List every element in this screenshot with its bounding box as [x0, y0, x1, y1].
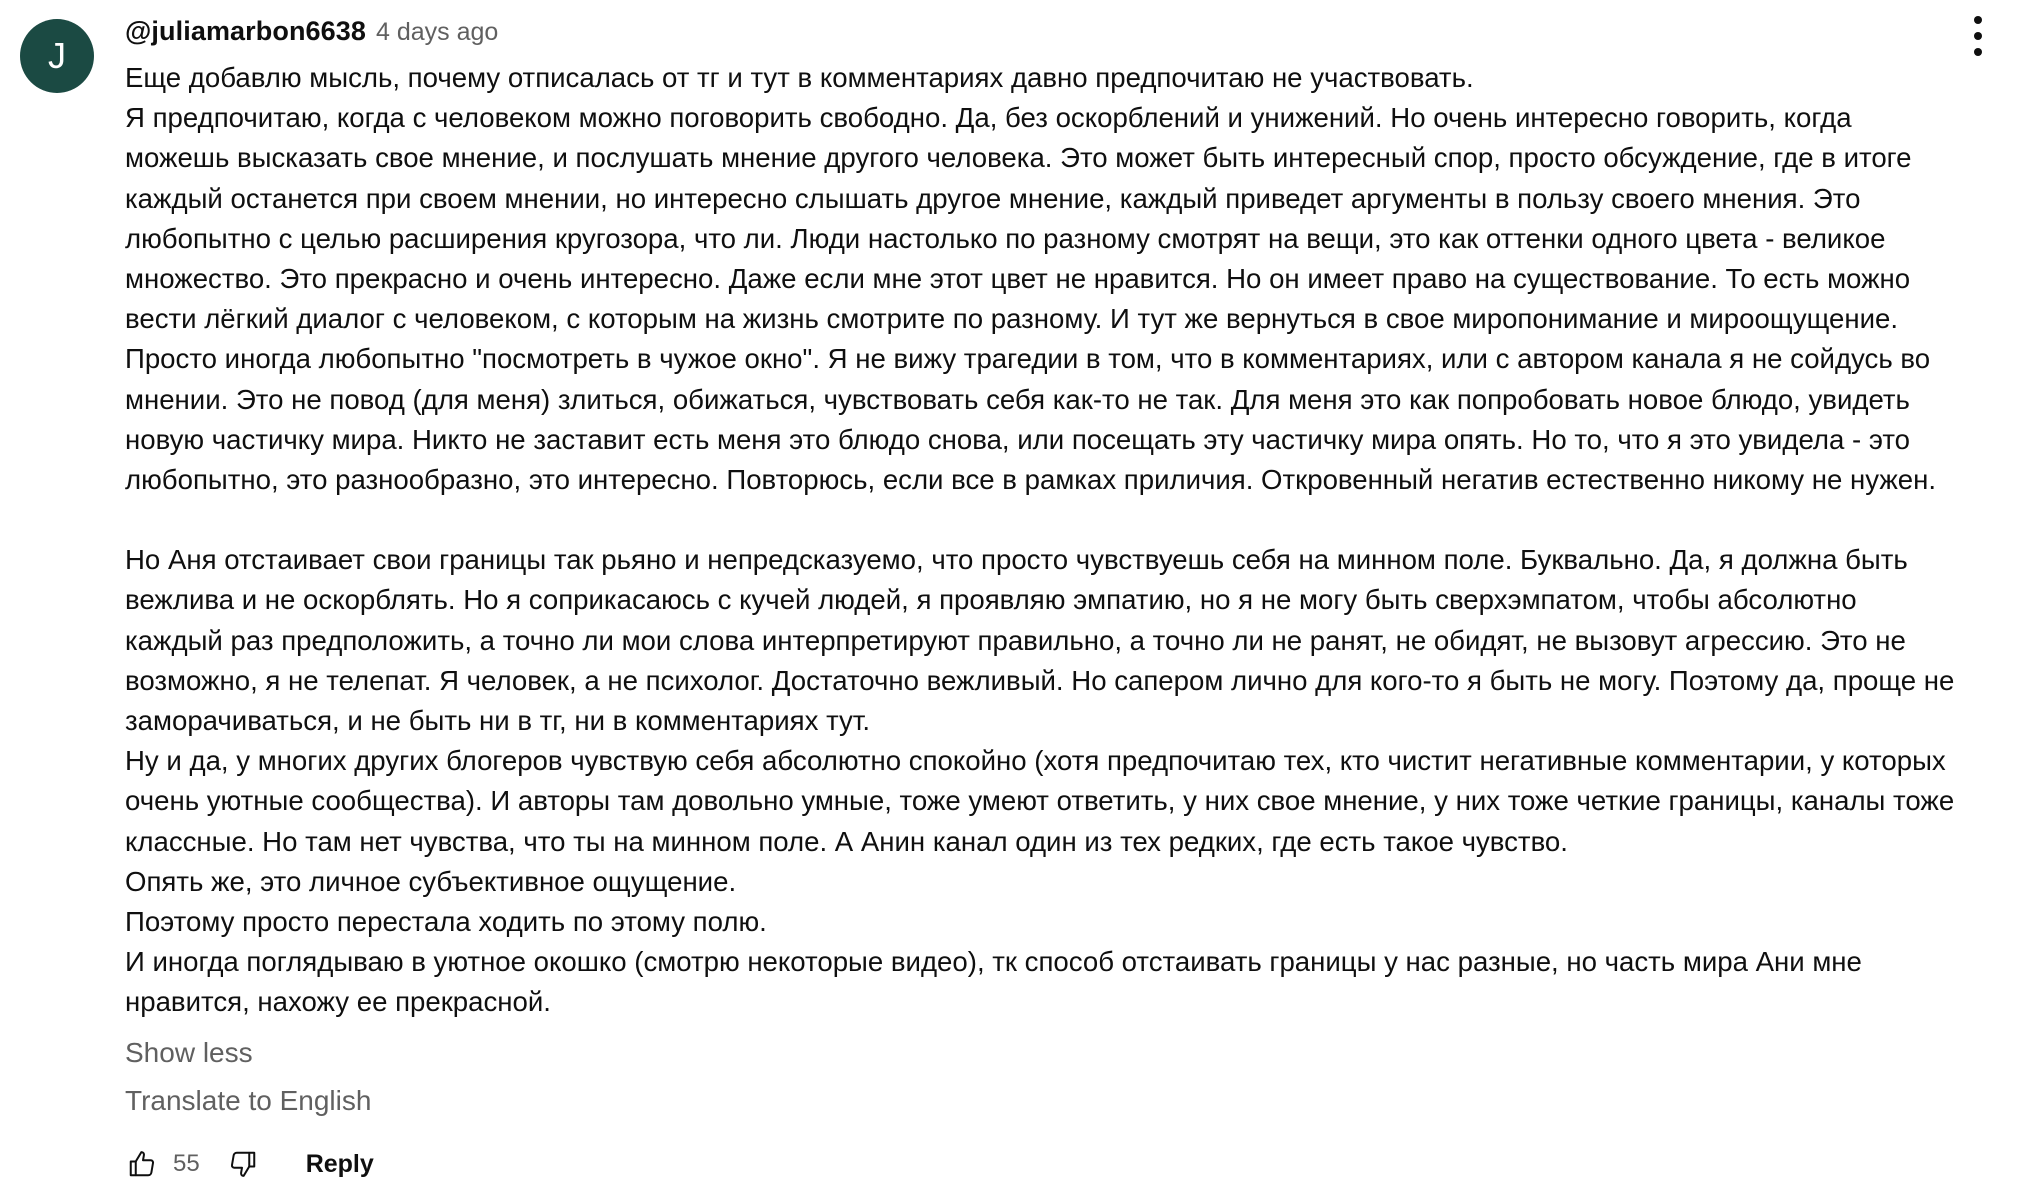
avatar[interactable] — [20, 19, 94, 93]
comment-line: любопытно с целью расширения кругозора, что ли. Люди настолько по разному смотрят на вещи, это как оттенки одного цвета - великое — [125, 222, 1886, 254]
more-vertical-icon[interactable] — [1966, 16, 1990, 56]
author-name[interactable]: @juliamarbon6638 — [125, 16, 367, 46]
translate-button[interactable]: Translate to English — [125, 1084, 372, 1116]
menu-dot — [1974, 32, 1982, 40]
thumbs-down-icon — [228, 1149, 258, 1179]
comment-line: любопытно, это разнообразно, это интересно. Повторюсь, если все в рамках приличия. Откровенный негатив естественно никому не нужен. — [125, 463, 1937, 495]
comment-actions — [125, 1144, 374, 1184]
comment-line: заморачиваться, и не быть ни в тг, ни в комментариях тут. — [125, 705, 871, 736]
paragraph-gap — [125, 500, 2025, 540]
comment-line: И иногда поглядываю в уютное окошко (смотрю некоторые видео), тк способ отстаивать границы у нас разные, но часть мира Ани мне — [125, 946, 1862, 978]
thumbs-up-icon — [127, 1149, 157, 1179]
comment-line: новую частичку мира. Никто не заставит есть меня это блюдо снова, или посещать эту частичку мира опять. Но то, что я это увидела - это — [125, 423, 1910, 455]
comment-body — [125, 16, 2025, 1121]
comment-line: вежлива и не оскорблять. Но я соприкасаюсь с кучей людей, я проявляю эмпатию, но я не могу быть сверхэмпатом, чтобы абсолютно — [125, 584, 1857, 616]
comment-line: вести лёгкий диалог с человеком, с которым на жизнь смотрите по разному. И тут же вернуться в свое миропонимание и мироощущение. — [125, 303, 1899, 335]
like-button[interactable] — [125, 1147, 159, 1181]
comment-line: Просто иногда любопытно "посмотреть в чужое окно". Я не вижу трагедии в том, что в комментариях, или с автором канала я не сойдусь во — [125, 343, 1931, 375]
comment-header — [125, 16, 2025, 58]
comment-line: Ну и да, у многих других блогеров чувствую себя абсолютно спокойно (хотя предпочитаю тех, кто чистит негативные комментарии, у которых — [125, 745, 1946, 777]
menu-dot — [1974, 16, 1982, 24]
show-less-button[interactable]: Show less — [125, 1036, 253, 1068]
avatar-letter: J — [48, 35, 66, 76]
like-count: 55 — [173, 1150, 200, 1177]
comment-line: Опять же, это личное субъективное ощущение. — [125, 865, 737, 897]
menu-dot — [1974, 48, 1982, 56]
reply-button[interactable]: Reply — [305, 1149, 374, 1178]
comment-line: множество. Это прекрасно и очень интересно. Даже если мне этот цвет не нравится. Но он имеет право на существование. То есть можно — [125, 262, 1911, 294]
comment-line: классные. Но там нет чувства, что ты на минном поле. А Анин канал один из тех редких, где есть такое чувство. — [125, 825, 1568, 857]
comment-line: Еще добавлю мысль, почему отписалась от тг и тут в комментариях давно предпочитаю не участвовать. — [125, 62, 1474, 93]
comment-line: Я предпочитаю, когда с человеком можно поговорить свободно. Да, без оскорблений и унижений. Но очень интересно говорить, когда — [125, 102, 1852, 134]
comment-line: Поэтому просто перестала ходить по этому полю. — [125, 905, 767, 937]
comment-line: каждый раз предположить, а точно ли мои слова интерпретируют правильно, а точно ли не ранят, не обидят, не вызовут агрессию. Это не — [125, 624, 1906, 656]
comment-line: мнении. Это не повод (для меня) злиться, обижаться, чувствовать себя как-то не так. Для меня это как попробовать новое блюдо, увидеть — [125, 383, 1910, 415]
timestamp[interactable]: 4 days ago — [376, 18, 499, 46]
comment-line: нравится, нахожу ее прекрасной. — [125, 986, 551, 1018]
comment-line: возможно, я не телепат. Я человек, а не психолог. Достаточно вежливый. Но сапером лично для кого-то я быть не могу. Поэтому да, проще не — [125, 664, 1955, 696]
comment-text — [125, 58, 2025, 1023]
comment-line: можешь высказать свое мнение, и послушать мнение другого человека. Это может быть интересный спор, просто обсуждение, где в итоге — [125, 142, 1912, 174]
comment-line: Но Аня отстаивает свои границы так рьяно и непредсказуемо, что просто чувствуешь себя на минном поле. Буквально. Да, я должна быть — [125, 544, 1908, 576]
dislike-button[interactable] — [226, 1147, 260, 1181]
comment-line: очень уютные сообщества). И авторы там довольно умные, тоже умеют ответить, у них свое мнение, у них тоже четкие границы, каналы тоже — [125, 785, 1955, 817]
comment-line: каждый останется при своем мнении, но интересно слышать другое мнение, каждый приведет аргументы в пользу своего мнения. Это — [125, 182, 1861, 214]
